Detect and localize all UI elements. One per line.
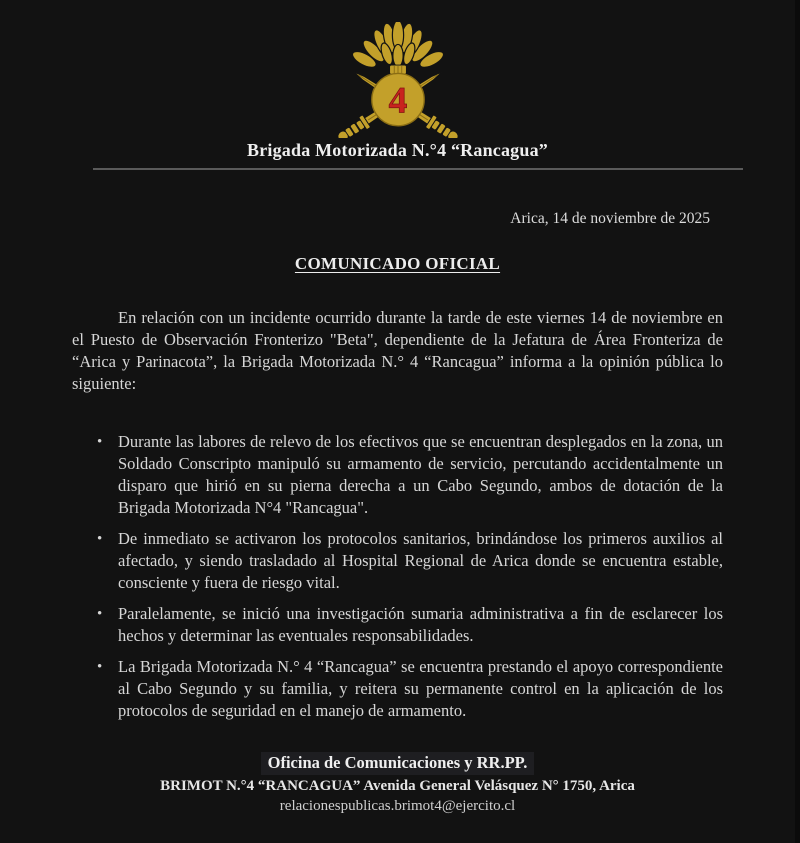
bullet-item: • De inmediato se activaron los protocolos sanitarios, brindándose los primeros auxilios al afectado, y siendo trasladado al Hospital Regional de Arica donde se encuentra estable, consciente y fuera de riesgo vital. — [95, 528, 723, 594]
document-title: COMUNICADO OFICIAL — [294, 254, 501, 273]
footer — [0, 752, 795, 815]
emblem-container — [0, 0, 795, 138]
bullet-item: • Durante las labores de relevo de los efectivos que se encuentran desplegados en la zona, un Soldado Conscripto manipuló su armamento de servicio, percutando accidentalmente un disparo que hirió en su pierna derecha a un Cabo Segundo, ambos de dotación de la Brigada Motorizada N°4 "Rancagua". — [95, 431, 723, 519]
emblem-number: 4 — [388, 80, 407, 122]
bullet-item: • Paralelamente, se inició una investigación sumaria administrativa a fin de esclarecer los hechos y determinar las eventuales responsabilidades. — [95, 603, 723, 647]
bullet-item: • La Brigada Motorizada N.° 4 “Rancagua” se encuentra prestando el apoyo correspondiente al Cabo Segundo y su familia, y reitera su permanente control en la aplicación de los protocolos de seguridad en el manejo de armamento. — [95, 656, 723, 722]
footer-email: relacionespublicas.brimot4@ejercito.cl — [279, 798, 516, 814]
intro-paragraph: En relación con un incidente ocurrido durante la tarde de este viernes 14 de noviembre en el Puesto de Observación Fronterizo "Beta", dependiente de la Jefatura de Área Fronteriza de “Arica y Parinacota”, la Brigada Motorizada N.° 4 “Rancagua” informa a la opinión pública lo siguiente: — [72, 308, 723, 393]
bullet-list — [95, 431, 723, 722]
footer-address-line: BRIMOT N.°4 “RANCAGUA” Avenida General Velásquez N° 1750, Arica — [160, 778, 635, 794]
footer-office-line: Oficina de Comunicaciones y RR.PP. — [261, 752, 535, 775]
header-divider — [93, 168, 743, 170]
flaming-grenade-crossed-daggers-icon — [323, 22, 473, 138]
unit-title: Brigada Motorizada N.°4 “Rancagua” — [247, 140, 548, 160]
dateline: Arica, 14 de noviembre de 2025 — [510, 210, 710, 227]
